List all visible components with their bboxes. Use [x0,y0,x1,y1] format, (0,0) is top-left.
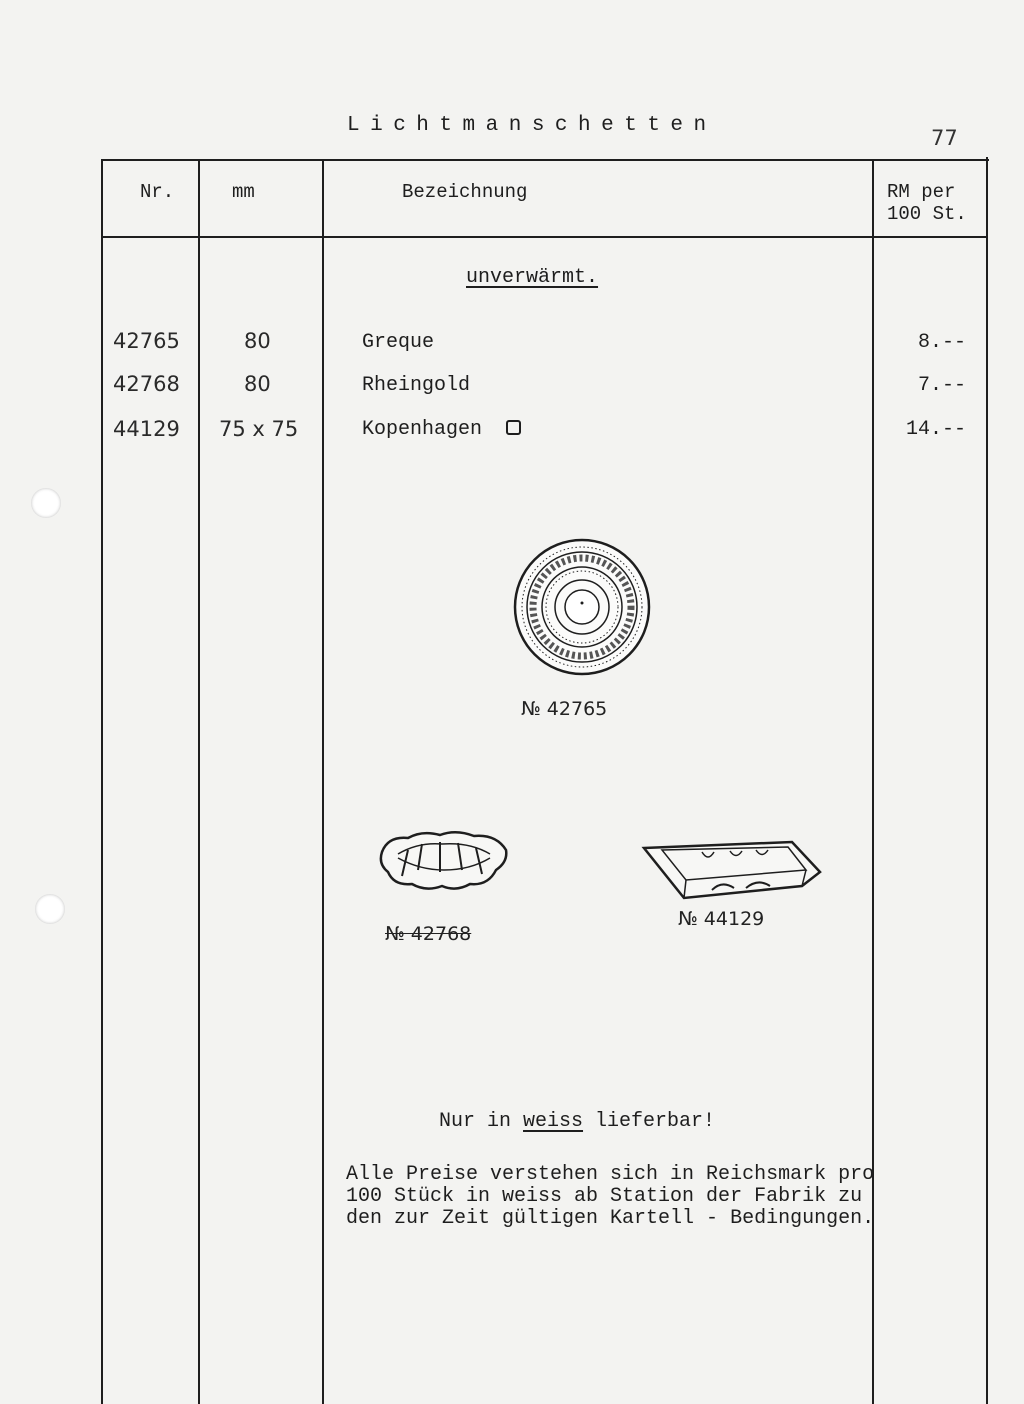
caption-44129: № 44129 [678,908,765,930]
availability-note-after: lieferbar! [583,1110,716,1133]
column-divider-nr [198,159,200,1404]
header-mm: mm [232,181,255,203]
header-description: Bezeichnung [402,181,528,203]
price-terms-line: den zur Zeit gültigen Kartell - Bedingungen. [346,1207,875,1230]
price-terms-line: 100 Stück in weiss ab Station der Fabrik zu [346,1185,863,1208]
price-terms-note [346,1164,874,1230]
item-price: 14.-- [905,418,966,441]
header-nr: Nr. [140,181,175,203]
header-price-line1: RM per [887,181,956,203]
availability-note-before: Nur in [439,1110,524,1133]
table-header-rule [101,236,987,238]
table-top-rule [101,159,989,161]
item-number: 42765 [113,329,180,353]
punch-hole [35,894,65,924]
item-name: Rheingold [362,374,471,397]
page-number: 77 [931,126,958,150]
section-subheading: unverwärmt. [466,266,599,289]
item-size: 80 [244,329,271,353]
header-price-line2: 100 St. [887,203,967,225]
page-title: Lichtmanschetten [347,114,717,137]
item-price: 8.-- [917,331,966,354]
item-size: 80 [244,372,271,396]
availability-note [439,1110,715,1133]
table-left-border [101,159,103,1404]
column-divider-mm [322,159,324,1404]
availability-note-underlined: weiss [523,1110,584,1133]
item-price: 7.-- [917,374,966,397]
square-shape-icon [506,420,521,435]
item-name: Kopenhagen [362,418,483,441]
item-name-wrap [362,418,521,441]
item-number: 44129 [113,417,180,441]
price-terms-line: Alle Preise verstehen sich in Reichsmark pro [346,1163,875,1186]
punch-hole [31,488,61,518]
caption-42768: № 42768 [385,923,472,945]
header-price [887,181,967,225]
kopenhagen-collar-illustration [642,838,824,904]
item-name: Greque [362,331,435,354]
item-size: 75 x 75 [219,417,299,441]
greque-collar-illustration [512,537,652,677]
rheingold-collar-illustration [378,830,510,892]
item-number: 42768 [113,372,180,396]
table-right-border [986,157,988,1404]
caption-42765: № 42765 [521,698,608,720]
